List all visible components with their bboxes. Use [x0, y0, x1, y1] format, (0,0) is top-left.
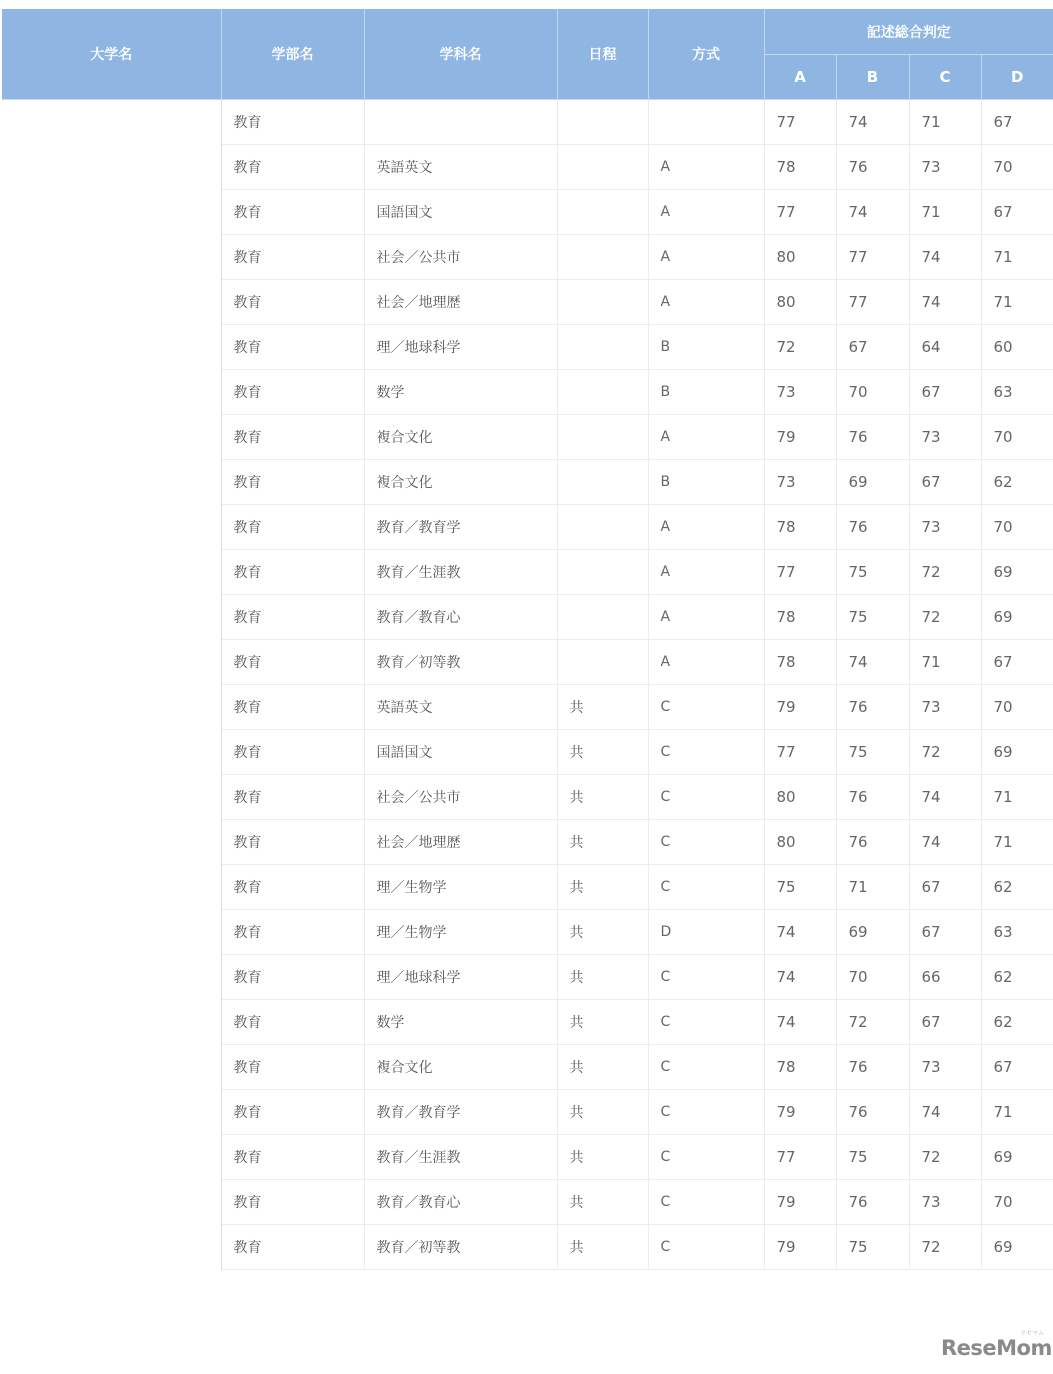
- cell-grade-c: 74: [909, 820, 981, 865]
- cell-grade-c: 74: [909, 280, 981, 325]
- cell-grade-a: 75: [764, 865, 836, 910]
- cell-grade-b: 70: [836, 955, 909, 1000]
- cell-department: 数学: [364, 370, 557, 415]
- cell-grade-d: 71: [981, 280, 1053, 325]
- cell-grade-b: 75: [836, 1225, 909, 1270]
- cell-department: 国語国文: [364, 190, 557, 235]
- resemom-logo-text: ReseMom: [941, 1336, 1052, 1360]
- cell-grade-b: 77: [836, 280, 909, 325]
- cell-faculty: 教育: [221, 145, 364, 190]
- cell-method: A: [648, 190, 764, 235]
- cell-faculty: 教育: [221, 1135, 364, 1180]
- cell-faculty: 教育: [221, 325, 364, 370]
- cell-faculty: 教育: [221, 640, 364, 685]
- cell-method: C: [648, 865, 764, 910]
- cell-grade-c: 72: [909, 1135, 981, 1180]
- cell-grade-c: 72: [909, 1225, 981, 1270]
- cell-schedule: [557, 460, 648, 505]
- cell-grade-b: 76: [836, 775, 909, 820]
- cell-grade-b: 69: [836, 460, 909, 505]
- cell-grade-c: 73: [909, 685, 981, 730]
- cell-department: 国語国文: [364, 730, 557, 775]
- cell-grade-a: 74: [764, 955, 836, 1000]
- cell-grade-d: 71: [981, 235, 1053, 280]
- cell-faculty: 教育: [221, 955, 364, 1000]
- cell-grade-d: 67: [981, 640, 1053, 685]
- cell-schedule: 共: [557, 1000, 648, 1045]
- cell-faculty: 教育: [221, 1045, 364, 1090]
- cell-schedule: [557, 640, 648, 685]
- cell-grade-d: 67: [981, 100, 1053, 145]
- cell-grade-c: 64: [909, 325, 981, 370]
- cell-department: 教育／生涯教: [364, 550, 557, 595]
- cell-grade-d: 69: [981, 730, 1053, 775]
- cell-grade-d: 63: [981, 370, 1053, 415]
- cell-grade-a: 73: [764, 460, 836, 505]
- cell-schedule: [557, 550, 648, 595]
- cell-department: 理／地球科学: [364, 955, 557, 1000]
- cell-grade-b: 67: [836, 325, 909, 370]
- judgment-table-container: [2, 9, 1053, 1270]
- cell-grade-c: 74: [909, 235, 981, 280]
- cell-faculty: 教育: [221, 1180, 364, 1225]
- cell-grade-d: 67: [981, 1045, 1053, 1090]
- cell-grade-b: 76: [836, 505, 909, 550]
- cell-grade-c: 67: [909, 865, 981, 910]
- cell-method: A: [648, 640, 764, 685]
- cell-method: A: [648, 550, 764, 595]
- cell-department: 複合文化: [364, 460, 557, 505]
- cell-grade-d: 67: [981, 190, 1053, 235]
- cell-grade-b: 71: [836, 865, 909, 910]
- cell-department: 理／生物学: [364, 910, 557, 955]
- cell-schedule: 共: [557, 910, 648, 955]
- cell-grade-b: 75: [836, 595, 909, 640]
- cell-department: 教育／初等教: [364, 1225, 557, 1270]
- cell-method: B: [648, 460, 764, 505]
- cell-schedule: 共: [557, 730, 648, 775]
- cell-grade-a: 73: [764, 370, 836, 415]
- cell-department: 社会／地理歴: [364, 280, 557, 325]
- cell-method: A: [648, 145, 764, 190]
- cell-method: C: [648, 1045, 764, 1090]
- cell-grade-a: 77: [764, 190, 836, 235]
- cell-department: 理／生物学: [364, 865, 557, 910]
- cell-grade-d: 62: [981, 1000, 1053, 1045]
- cell-schedule: 共: [557, 1045, 648, 1090]
- cell-department: 複合文化: [364, 415, 557, 460]
- cell-schedule: [557, 505, 648, 550]
- cell-schedule: [557, 370, 648, 415]
- cell-method: A: [648, 235, 764, 280]
- cell-method: [648, 100, 764, 145]
- cell-grade-c: 72: [909, 730, 981, 775]
- cell-department: 教育／生涯教: [364, 1135, 557, 1180]
- cell-grade-d: 70: [981, 1180, 1053, 1225]
- cell-grade-b: 75: [836, 730, 909, 775]
- cell-grade-d: 62: [981, 955, 1053, 1000]
- cell-faculty: 教育: [221, 910, 364, 955]
- header-grade-b: B: [836, 55, 909, 100]
- cell-grade-a: 78: [764, 595, 836, 640]
- cell-grade-d: 62: [981, 865, 1053, 910]
- cell-grade-a: 80: [764, 820, 836, 865]
- cell-grade-d: 63: [981, 910, 1053, 955]
- cell-grade-a: 77: [764, 550, 836, 595]
- cell-grade-d: 69: [981, 595, 1053, 640]
- cell-grade-d: 71: [981, 820, 1053, 865]
- cell-faculty: 教育: [221, 685, 364, 730]
- cell-schedule: 共: [557, 1225, 648, 1270]
- cell-grade-c: 67: [909, 460, 981, 505]
- cell-grade-c: 73: [909, 415, 981, 460]
- cell-grade-a: 74: [764, 1000, 836, 1045]
- cell-schedule: 共: [557, 1090, 648, 1135]
- cell-schedule: [557, 325, 648, 370]
- cell-method: A: [648, 505, 764, 550]
- cell-grade-a: 79: [764, 415, 836, 460]
- cell-method: C: [648, 685, 764, 730]
- header-faculty: 学部名: [221, 9, 364, 100]
- cell-grade-c: 72: [909, 550, 981, 595]
- cell-method: C: [648, 1135, 764, 1180]
- cell-grade-c: 73: [909, 145, 981, 190]
- cell-grade-c: 71: [909, 190, 981, 235]
- cell-method: B: [648, 325, 764, 370]
- cell-grade-a: 77: [764, 100, 836, 145]
- cell-grade-a: 79: [764, 1090, 836, 1135]
- cell-grade-b: 75: [836, 1135, 909, 1180]
- cell-grade-b: 75: [836, 550, 909, 595]
- cell-grade-b: 69: [836, 910, 909, 955]
- cell-method: C: [648, 730, 764, 775]
- cell-schedule: [557, 190, 648, 235]
- cell-grade-c: 66: [909, 955, 981, 1000]
- cell-faculty: 教育: [221, 1000, 364, 1045]
- resemom-logo-small-text: リセマム: [1020, 1330, 1044, 1337]
- cell-faculty: 教育: [221, 235, 364, 280]
- cell-grade-c: 73: [909, 1180, 981, 1225]
- cell-faculty: 教育: [221, 820, 364, 865]
- cell-university: [2, 100, 221, 1270]
- cell-department: 数学: [364, 1000, 557, 1045]
- cell-grade-c: 74: [909, 1090, 981, 1135]
- cell-grade-b: 76: [836, 820, 909, 865]
- cell-faculty: 教育: [221, 865, 364, 910]
- cell-grade-d: 70: [981, 505, 1053, 550]
- cell-grade-a: 78: [764, 505, 836, 550]
- table-row: [2, 100, 1053, 145]
- cell-method: C: [648, 955, 764, 1000]
- cell-grade-a: 80: [764, 280, 836, 325]
- cell-method: C: [648, 775, 764, 820]
- cell-grade-b: 74: [836, 190, 909, 235]
- cell-grade-b: 74: [836, 640, 909, 685]
- cell-grade-a: 72: [764, 325, 836, 370]
- cell-department: 社会／公共市: [364, 775, 557, 820]
- cell-grade-d: 71: [981, 1090, 1053, 1135]
- cell-faculty: 教育: [221, 415, 364, 460]
- cell-grade-d: 69: [981, 1225, 1053, 1270]
- cell-department: 教育／教育学: [364, 1090, 557, 1135]
- cell-faculty: 教育: [221, 505, 364, 550]
- cell-grade-a: 79: [764, 685, 836, 730]
- cell-grade-a: 80: [764, 235, 836, 280]
- cell-grade-a: 77: [764, 1135, 836, 1180]
- cell-grade-a: 79: [764, 1225, 836, 1270]
- cell-grade-c: 67: [909, 370, 981, 415]
- table-header: [2, 9, 1053, 100]
- cell-faculty: 教育: [221, 595, 364, 640]
- cell-grade-d: 70: [981, 145, 1053, 190]
- resemom-logo: [941, 1330, 1052, 1360]
- cell-grade-d: 60: [981, 325, 1053, 370]
- cell-method: A: [648, 595, 764, 640]
- cell-faculty: 教育: [221, 1225, 364, 1270]
- cell-grade-d: 69: [981, 1135, 1053, 1180]
- cell-schedule: [557, 280, 648, 325]
- cell-schedule: [557, 145, 648, 190]
- cell-department: 社会／地理歴: [364, 820, 557, 865]
- cell-grade-c: 71: [909, 100, 981, 145]
- cell-grade-a: 78: [764, 640, 836, 685]
- cell-schedule: [557, 415, 648, 460]
- cell-schedule: 共: [557, 865, 648, 910]
- cell-department: 複合文化: [364, 1045, 557, 1090]
- cell-method: C: [648, 1225, 764, 1270]
- cell-faculty: 教育: [221, 190, 364, 235]
- cell-grade-b: 76: [836, 685, 909, 730]
- cell-grade-b: 76: [836, 1090, 909, 1135]
- cell-grade-a: 78: [764, 1045, 836, 1090]
- judgment-table: [2, 9, 1053, 1270]
- header-grade-c: C: [909, 55, 981, 100]
- cell-grade-d: 70: [981, 415, 1053, 460]
- cell-department: 教育／教育学: [364, 505, 557, 550]
- cell-grade-c: 72: [909, 595, 981, 640]
- cell-grade-a: 77: [764, 730, 836, 775]
- cell-schedule: [557, 100, 648, 145]
- cell-schedule: 共: [557, 685, 648, 730]
- cell-department: 理／地球科学: [364, 325, 557, 370]
- cell-faculty: 教育: [221, 730, 364, 775]
- cell-grade-c: 74: [909, 775, 981, 820]
- cell-method: B: [648, 370, 764, 415]
- cell-faculty: 教育: [221, 460, 364, 505]
- header-university: 大学名: [2, 9, 221, 100]
- cell-method: C: [648, 1090, 764, 1135]
- cell-grade-a: 80: [764, 775, 836, 820]
- cell-grade-c: 71: [909, 640, 981, 685]
- cell-faculty: 教育: [221, 370, 364, 415]
- cell-method: A: [648, 415, 764, 460]
- cell-grade-c: 67: [909, 1000, 981, 1045]
- cell-department: 教育／教育心: [364, 595, 557, 640]
- header-method: 方式: [648, 9, 764, 100]
- cell-grade-d: 71: [981, 775, 1053, 820]
- cell-method: A: [648, 280, 764, 325]
- cell-grade-b: 74: [836, 100, 909, 145]
- cell-schedule: 共: [557, 955, 648, 1000]
- header-department: 学科名: [364, 9, 557, 100]
- cell-schedule: [557, 595, 648, 640]
- cell-method: C: [648, 1000, 764, 1045]
- cell-department: 英語英文: [364, 145, 557, 190]
- cell-faculty: 教育: [221, 100, 364, 145]
- header-grade-d: D: [981, 55, 1053, 100]
- cell-faculty: 教育: [221, 550, 364, 595]
- cell-grade-b: 76: [836, 1180, 909, 1225]
- cell-department: 社会／公共市: [364, 235, 557, 280]
- header-judgment-group: 記述総合判定: [764, 9, 1053, 55]
- cell-grade-a: 79: [764, 1180, 836, 1225]
- cell-grade-d: 70: [981, 685, 1053, 730]
- cell-grade-d: 62: [981, 460, 1053, 505]
- cell-schedule: 共: [557, 820, 648, 865]
- cell-faculty: 教育: [221, 1090, 364, 1135]
- cell-grade-b: 70: [836, 370, 909, 415]
- cell-schedule: [557, 235, 648, 280]
- cell-grade-b: 76: [836, 1045, 909, 1090]
- cell-grade-d: 69: [981, 550, 1053, 595]
- cell-grade-c: 73: [909, 505, 981, 550]
- cell-method: C: [648, 1180, 764, 1225]
- cell-faculty: 教育: [221, 775, 364, 820]
- cell-faculty: 教育: [221, 280, 364, 325]
- cell-grade-b: 76: [836, 415, 909, 460]
- header-grade-a: A: [764, 55, 836, 100]
- cell-grade-a: 74: [764, 910, 836, 955]
- cell-grade-c: 67: [909, 910, 981, 955]
- cell-method: D: [648, 910, 764, 955]
- cell-department: [364, 100, 557, 145]
- cell-grade-b: 77: [836, 235, 909, 280]
- cell-schedule: 共: [557, 1180, 648, 1225]
- cell-department: 教育／教育心: [364, 1180, 557, 1225]
- cell-method: C: [648, 820, 764, 865]
- cell-grade-a: 78: [764, 145, 836, 190]
- cell-grade-b: 72: [836, 1000, 909, 1045]
- header-schedule: 日程: [557, 9, 648, 100]
- cell-grade-b: 76: [836, 145, 909, 190]
- cell-schedule: 共: [557, 775, 648, 820]
- table-body: [2, 100, 1053, 1270]
- cell-department: 英語英文: [364, 685, 557, 730]
- cell-grade-c: 73: [909, 1045, 981, 1090]
- cell-department: 教育／初等教: [364, 640, 557, 685]
- cell-schedule: 共: [557, 1135, 648, 1180]
